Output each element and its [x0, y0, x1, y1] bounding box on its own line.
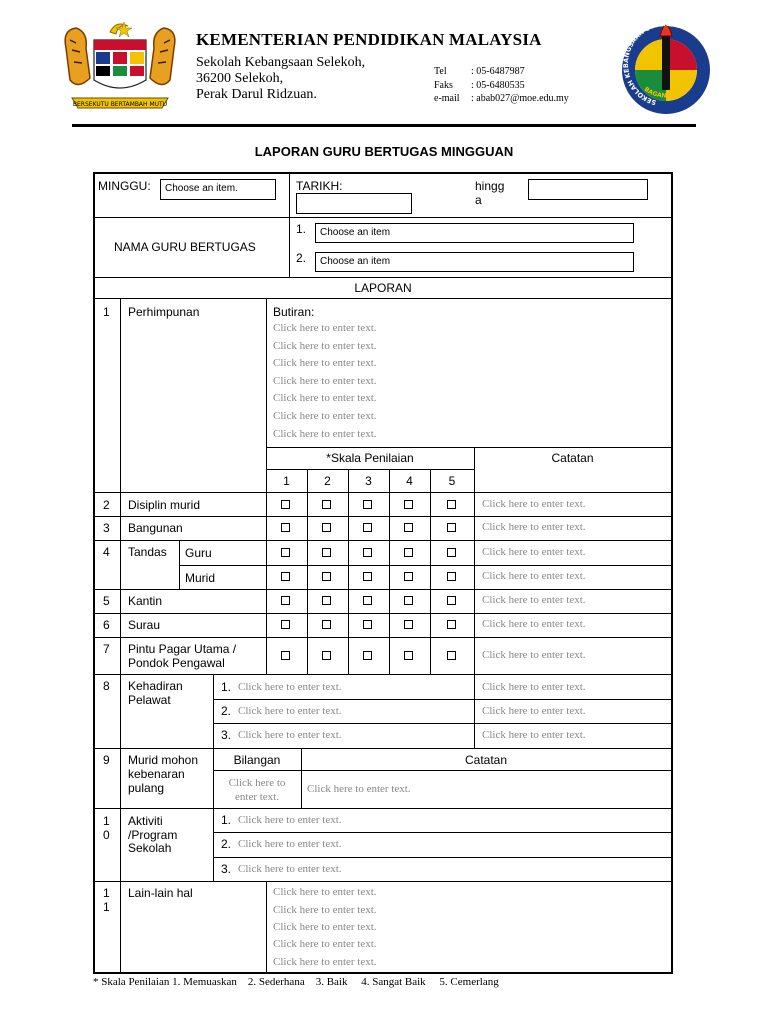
aktiviti-1-num: 1.: [221, 813, 232, 827]
section-11-num-2: 1: [103, 900, 110, 914]
row-num: 7: [103, 642, 110, 656]
rating-checkbox-1[interactable]: [281, 500, 290, 509]
rating-checkbox-3[interactable]: [363, 651, 372, 660]
pelawat-1-input[interactable]: Click here to enter text.: [238, 681, 342, 693]
section-1-label: Perhimpunan: [128, 305, 200, 319]
rating-checkbox-1[interactable]: [281, 651, 290, 660]
divider: [213, 674, 214, 749]
divider: [289, 174, 290, 277]
section-10-label-3: Sekolah: [128, 841, 172, 855]
divider: [213, 723, 671, 724]
butiran-line-1[interactable]: Click here to enter text.: [273, 322, 377, 334]
email-label: e-mail: [434, 93, 460, 104]
divider: [266, 447, 671, 448]
address-line-3: Perak Darul Ridzuan.: [196, 87, 317, 102]
butiran-line-2[interactable]: Click here to enter text.: [273, 340, 377, 352]
aktiviti-2-input[interactable]: Click here to enter text.: [238, 838, 342, 850]
address-line-2: 36200 Selekoh,: [196, 71, 284, 86]
fax-value: : 05-6480535: [471, 80, 525, 91]
pelawat-1-num: 1.: [221, 680, 232, 694]
butiran-line-3[interactable]: Click here to enter text.: [273, 357, 377, 369]
scale-col-divider: [307, 469, 308, 674]
minggu-label: MINGGU:: [98, 179, 151, 193]
pelawat-2-num: 2.: [221, 704, 232, 718]
lain-line-1[interactable]: Click here to enter text.: [273, 886, 377, 898]
row-divider: [95, 613, 671, 614]
divider: [213, 832, 671, 833]
coat-of-arms-logo: [58, 18, 182, 118]
tarikh-start-input[interactable]: [296, 193, 412, 214]
section-10-label-2: /Program: [128, 828, 178, 842]
section-1-num: 1: [103, 305, 110, 319]
rating-checkbox-1[interactable]: [281, 548, 290, 557]
scale-4: 4: [406, 474, 413, 488]
aktiviti-3-input[interactable]: Click here to enter text.: [238, 863, 342, 875]
rating-checkbox-5[interactable]: [447, 651, 456, 660]
rating-checkbox-2[interactable]: [322, 523, 331, 532]
divider: [95, 881, 671, 882]
row-catatan-input[interactable]: Click here to enter text.: [482, 521, 586, 533]
section-9-catatan-header: Catatan: [464, 753, 508, 767]
rating-checkbox-5[interactable]: [447, 548, 456, 557]
row-catatan-input[interactable]: Click here to enter text.: [482, 649, 586, 661]
svg-text:BERSEKUTU BERTAMBAH MUTU: BERSEKUTU BERTAMBAH MUTU: [72, 101, 168, 108]
row-divider: [95, 589, 671, 590]
rating-checkbox-4[interactable]: [404, 651, 413, 660]
scale-5: 5: [448, 474, 456, 488]
row-divider: [95, 540, 671, 541]
section-11-num-1: 1: [103, 886, 110, 900]
rating-checkbox-4[interactable]: [404, 596, 413, 605]
rating-checkbox-1[interactable]: [281, 523, 290, 532]
row-sub-label: Guru: [185, 546, 212, 560]
section-8-num: 8: [103, 679, 110, 693]
document-title: LAPORAN GURU BERTUGAS MINGGUAN: [254, 144, 514, 159]
pelawat-1-catatan[interactable]: Click here to enter text.: [482, 681, 586, 693]
svg-text:BAGAN DATOK: BAGAN DATOK: [642, 84, 691, 100]
row-catatan-input[interactable]: Click here to enter text.: [482, 570, 586, 582]
row-num: 4: [103, 545, 110, 559]
row-divider: [95, 637, 671, 638]
bilangan-header: Bilangan: [233, 753, 281, 767]
divider: [95, 492, 671, 493]
row-catatan-input[interactable]: Click here to enter text.: [482, 594, 586, 606]
tel-label: Tel: [434, 66, 447, 77]
pelawat-2-catatan[interactable]: Click here to enter text.: [482, 705, 586, 717]
scale-2: 2: [324, 474, 331, 488]
aktiviti-2-num: 2.: [221, 837, 232, 851]
section-11-label: Lain-lain hal: [128, 886, 193, 900]
rating-checkbox-1[interactable]: [281, 572, 290, 581]
skala-legend: * Skala Penilaian 1. Memuaskan 2. Sederhana 3. Baik 4. Sangat Baik 5. Cemerlang: [93, 976, 499, 988]
divider: [213, 699, 671, 700]
row-catatan-input[interactable]: Click here to enter text.: [482, 546, 586, 558]
row-num: 2: [103, 498, 110, 512]
tandas-sub-divider: [179, 540, 180, 589]
divider: [213, 857, 671, 858]
divider: [95, 298, 671, 299]
divider: [474, 674, 475, 749]
lain-line-4[interactable]: Click here to enter text.: [273, 938, 377, 950]
laporan-heading: LAPORAN: [354, 281, 412, 295]
row-divider: [179, 565, 671, 566]
rating-checkbox-3[interactable]: [363, 523, 372, 532]
rating-checkbox-1[interactable]: [281, 620, 290, 629]
row-num: 5: [103, 594, 110, 608]
butiran-line-4[interactable]: Click here to enter text.: [273, 375, 377, 387]
section-9-label-2: kebenaran: [128, 767, 185, 781]
row-label: Disiplin murid: [128, 498, 201, 512]
guru-2-dropdown[interactable]: Choose an item: [315, 252, 634, 272]
rating-checkbox-5[interactable]: [447, 620, 456, 629]
butiran-line-7[interactable]: Click here to enter text.: [273, 428, 377, 440]
guru-2-num: 2.: [296, 251, 307, 265]
row-label: Tandas: [128, 545, 167, 559]
rating-checkbox-5[interactable]: [447, 523, 456, 532]
rating-checkbox-4[interactable]: [404, 500, 413, 509]
divider: [95, 748, 671, 749]
section-10-num-1: 1: [103, 814, 110, 828]
divider: [266, 469, 474, 470]
divider: [95, 217, 671, 218]
divider: [266, 881, 267, 972]
row-label: Pintu Pagar Utama /: [128, 642, 237, 656]
svg-text:SEKOLAH KEBANGSAAN SELEKOH: SEKOLAH KEBANGSAAN SELEKOH: [621, 19, 681, 107]
guru-1-dropdown[interactable]: Choose an item: [315, 223, 634, 243]
row-num: 6: [103, 618, 110, 632]
butiran-line-6[interactable]: Click here to enter text.: [273, 410, 377, 422]
lain-line-2[interactable]: Click here to enter text.: [273, 904, 377, 916]
rating-checkbox-4[interactable]: [404, 523, 413, 532]
bilangan-input-line-1: Click here to: [228, 777, 286, 789]
section-8-label-2: Pelawat: [128, 693, 171, 707]
row-catatan-input[interactable]: Click here to enter text.: [482, 618, 586, 630]
section-8-label-1: Kehadiran: [128, 679, 183, 693]
rating-checkbox-3[interactable]: [363, 500, 372, 509]
rating-checkbox-3[interactable]: [363, 620, 372, 629]
divider: [213, 770, 671, 771]
rating-checkbox-2[interactable]: [322, 572, 331, 581]
rating-checkbox-5[interactable]: [447, 500, 456, 509]
pelawat-3-input[interactable]: Click here to enter text.: [238, 729, 342, 741]
tarikh-end-input[interactable]: [528, 179, 648, 200]
hingga-label: hingg: [475, 179, 505, 193]
divider: [213, 808, 214, 881]
pelawat-2-input[interactable]: Click here to enter text.: [238, 705, 342, 717]
ministry-title: KEMENTERIAN PENDIDIKAN MALAYSIA: [196, 30, 542, 49]
rating-checkbox-2[interactable]: [322, 596, 331, 605]
rating-checkbox-5[interactable]: [447, 572, 456, 581]
rating-checkbox-4[interactable]: [404, 548, 413, 557]
section-9-catatan-input[interactable]: Click here to enter text.: [307, 783, 411, 795]
rating-checkbox-2[interactable]: [322, 620, 331, 629]
rating-checkbox-2[interactable]: [322, 548, 331, 557]
minggu-dropdown[interactable]: Choose an item.: [160, 179, 276, 200]
address-line-1: Sekolah Kebangsaan Selekoh,: [196, 55, 366, 70]
col-divider-catatan: [474, 447, 475, 674]
section-9-label-1: Murid mohon: [128, 753, 199, 767]
divider: [95, 674, 671, 675]
hingga-label-cont: a: [475, 193, 482, 207]
tarikh-label: TARIKH:: [296, 179, 343, 193]
rating-checkbox-3[interactable]: [363, 596, 372, 605]
col-divider-num: [120, 298, 121, 972]
lain-line-5[interactable]: Click here to enter text.: [273, 956, 377, 968]
row-catatan-input[interactable]: Click here to enter text.: [482, 498, 586, 510]
scale-1: 1: [283, 474, 290, 488]
pelawat-3-catatan[interactable]: Click here to enter text.: [482, 729, 586, 741]
fax-label: Faks: [434, 80, 453, 91]
school-logo: [616, 14, 716, 118]
rating-checkbox-3[interactable]: [363, 548, 372, 557]
catatan-header: Catatan: [551, 451, 594, 465]
divider: [95, 808, 671, 809]
section-10-num-2: 0: [103, 828, 110, 842]
row-label: Bangunan: [128, 521, 183, 535]
rating-checkbox-4[interactable]: [404, 572, 413, 581]
rating-checkbox-4[interactable]: [404, 620, 413, 629]
bilangan-input-line-2: enter text.: [235, 791, 279, 803]
rating-checkbox-2[interactable]: [322, 651, 331, 660]
nama-guru-label: NAMA GURU BERTUGAS: [114, 240, 256, 254]
rating-checkbox-1[interactable]: [281, 596, 290, 605]
guru-1-num: 1.: [296, 222, 307, 236]
aktiviti-1-input[interactable]: Click here to enter text.: [238, 814, 342, 826]
bilangan-input[interactable]: [213, 776, 301, 804]
tel-value: : 05-6487987: [471, 66, 525, 77]
row-label: Kantin: [128, 594, 163, 608]
pelawat-3-num: 3.: [221, 728, 232, 742]
section-9-num: 9: [103, 753, 110, 767]
row-num: 3: [103, 521, 110, 535]
row-divider: [95, 516, 671, 517]
scale-col-divider: [430, 469, 431, 674]
rating-checkbox-3[interactable]: [363, 572, 372, 581]
section-9-label-3: pulang: [128, 781, 165, 795]
scale-col-divider: [389, 469, 390, 674]
skala-header: *Skala Penilaian: [326, 451, 414, 465]
butiran-line-5[interactable]: Click here to enter text.: [273, 392, 377, 404]
aktiviti-3-num: 3.: [221, 862, 232, 876]
rating-checkbox-5[interactable]: [447, 596, 456, 605]
row-label-cont: Pondok Pengawal: [128, 656, 225, 670]
email-value: : abab027@moe.edu.my: [471, 93, 569, 104]
rating-checkbox-2[interactable]: [322, 500, 331, 509]
section-10-label-1: Aktiviti: [128, 814, 163, 828]
header-divider: [72, 124, 696, 127]
divider: [95, 277, 671, 278]
butiran-label: Butiran:: [273, 305, 315, 319]
scale-col-divider: [348, 469, 349, 674]
lain-line-3[interactable]: Click here to enter text.: [273, 921, 377, 933]
row-sub-label: Murid: [185, 571, 216, 585]
row-label: Surau: [128, 618, 161, 632]
scale-3: 3: [365, 474, 372, 488]
